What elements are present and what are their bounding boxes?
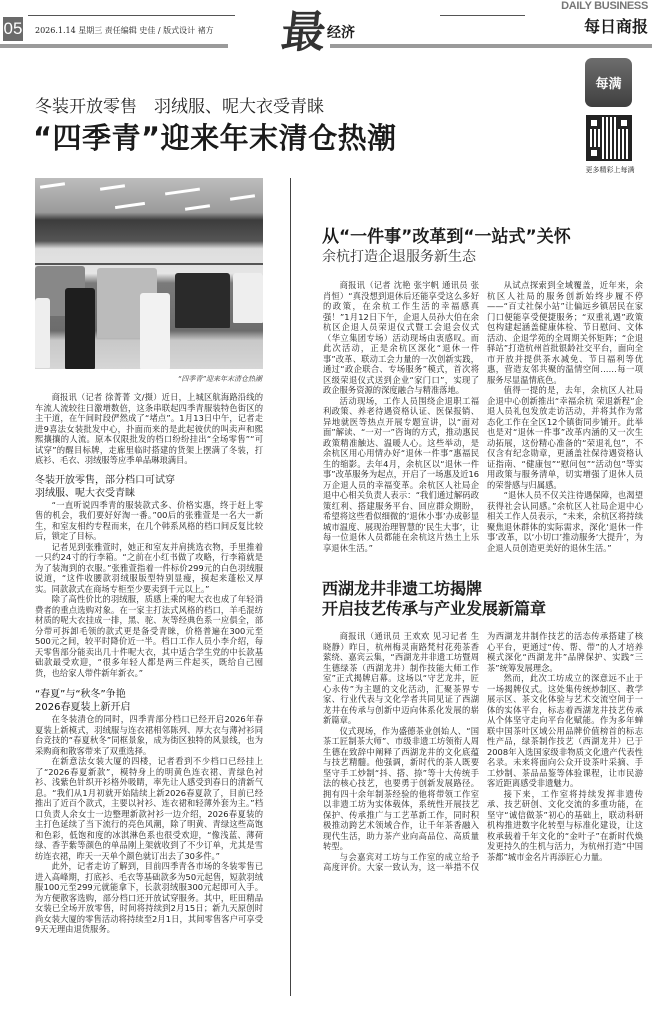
- qr-caption: 更多精彩上每满: [585, 166, 635, 174]
- paragraph: 记者见到张雅萱时，她正和室友并肩挑选衣物，手里推着一只约24寸的行李箱。“之前在小红书做了攻略，行李箱就是为了装淘到的衣服。”张雅萱指着一件标价299元的白色羽绒服说道，“这件收腰款羽绒服版型特别显瘦，摸起来蓬松又厚实。同款款式在商场专柜至少要卖到千元以上。”: [35, 541, 263, 594]
- lead-title: “四季青”迎来年末清仓热潮: [33, 121, 397, 155]
- paragraph: 仪式现场，作为盛德茶业创始人、“国茶工匠制茶大师”、市级非遗工坊领衔人周生德在致辞中阐释了西湖龙井的文化底蕴与技艺精髓。他强调，新时代的茶人既要坚守手工炒制“抖、搭、捺”等十大传统手法的核心技艺，也要勇于创新发展路径。拥有四十余年制茶经验的他将带领工作室以非遗工坊为实体载体，系统性开展技艺保护、传承推广与工艺革新工作，同时积极推动跨艺术领域合作，让千年茶香融入现代生活，助力茶产业向高品位、高质量转型。: [323, 725, 479, 851]
- app-logo[interactable]: 每满: [585, 58, 632, 107]
- header-bar: [0, 44, 228, 48]
- article-subtitle: 余杭打造企退服务新生态: [322, 249, 476, 265]
- subhead: 羽绒服、呢大衣受青睐: [35, 487, 135, 499]
- article-title: 从“一件事”改革到“一站式”关怀: [322, 227, 571, 247]
- paragraph: 此外，记者走访了解到，目前四季青各市场的冬装零售已进入高峰期，打底衫、毛衣等基础款多为50元起售，短款羽绒服100元至299元就能拿下，长款羽绒服300元起即可入手。为方便散客选购，部分档口还开放试穿服务。其中，旺田精品女装已全场开放零售，时间将持续到2月15日；新九天原创时尚女装大厦的零售活动将持续至2月1日，其间零售客户可享受9天无理由退货服务。: [35, 861, 263, 934]
- section-mark: 最: [278, 7, 329, 58]
- header-bar: [330, 44, 652, 48]
- paragraph: “退休人员不仅关注待遇保障，也渴望获得社会认同感。”余杭区人社局企退中心相关工作人员表示，“未来，余杭区将持续聚焦退休群体的实际需求，深化‘退休一件事’改革，以‘小切口’推动服务‘大提升’，为企退人员创造更美好的退休生活。”: [487, 490, 643, 553]
- paragraph: 商报讯（记者 沈艳 张宇帆 通讯员 张肖恒）“真没想到退休后还能享受这么多好的政策，在余杭工作生活的幸福感真强！”1月12日下午，企退人员孙大伯在余杭区企退人员荣退仪式暨工会退会仪式（华立集团专场）活动现场由衷感叹。而此次活动，正是余杭区深化“退休一件事”改革、联动工会力量的一次创新实践，通过“政企联合、专场服务”模式，首次将区级荣退仪式送到企业“家门口”，实现了政企服务资源的深度融合与精准落地。: [323, 280, 479, 395]
- lead-kicker: 冬装开放零售 羽绒服、呢大衣受青睐: [35, 97, 324, 117]
- store-photo: [35, 178, 263, 369]
- subhead: 2026春夏装上新开启: [35, 702, 131, 713]
- paragraph: 商报讯（通讯员 王欢欢 见习记者 生晓静）昨日，杭州梅灵南路梵村花苑茶香萦绕、嘉宾云集，“西湖龙井非遗工坊暨周生德绿茶（西湖龙井）制作技能大师工作室”正式揭牌启幕。这场以“守艺龙井，匠心永传”为主题的文化活动，汇聚茶界专家、行业代表与文化学者共同见证了西湖龙井在传承与创新中迈向体系化发展的崭新篇章。: [323, 631, 479, 725]
- brand-english: DAILY BUSINESS: [561, 0, 648, 12]
- lead-article-body: [35, 392, 263, 935]
- brand-chinese: 每日商报: [583, 17, 648, 36]
- paragraph: 活动现场，工作人员围绕企退职工福利政策、养老待遇资格认证、医保报销、异地就医等热点开展专题宣讲，以“面对面”解读、“一对一”咨询的方式，推动惠民政策精准触达、温暖人心。这些举动，是余杭区用心用情办好“退休一件事”惠福民生的缩影。去年4月，余杭区以“退休一件事”改革服务为起点，开启了一场惠及近16万企退人员的幸福变革。余杭区人社局企退中心相关负责人表示：“我们通过解码政策红利、搭建服务平台、回应群众期盼，希望将这些看似细微的‘退休小事’办成彰显城市温度、展现治理智慧的‘民生大事’，让每一位退休人员都能在余杭这片热土上乐享退休生活。”: [323, 395, 479, 553]
- paragraph: “一直听说四季青的服装款式多、价格实惠，终于赶上零售的机会，我们要好好淘一番。”00后的张雅萱是一名大一新生，和室友相约专程而来，在几个韩系风格的档口间反复比较后，锁定了目标。: [35, 499, 263, 541]
- paragraph: 商报讯（记者 徐菁菁 文/摄）近日，上城区航海路沿线的车流人流较往日激增数倍，这条串联起四季青服装特色街区的主干道，在午间时段俨然成了“堵点”。1月13日中午，记者走进9喜法女装批发中心，扑面而来的是此起彼伏的叫卖声和熙熙攘攘的人流。原本仅限批发的档口纷纷挂出“全场零售”“可试穿”的醒目标牌，走廊里临时搭建的货架上摆满了冬装，打底衫、毛衣、羽绒服等应季单品琳琅满目。: [35, 392, 263, 465]
- article-title: 西湖龙井非遗工坊揭牌: [322, 579, 483, 598]
- paragraph: 与会嘉宾对工坊与工作室的成立给予高度评价。大家一致认为，这一举措不仅为西湖龙井制作技艺的活态传承搭建了核心平台，更通过“传、帮、带”的人才培养模式深化“西湖龙井”品牌保护、实践“三茶”统筹发展理念。: [323, 631, 643, 872]
- qr-code[interactable]: [586, 115, 632, 161]
- paragraph: 然而，此次工坊成立的深意远不止于一场揭牌仪式。这处集传统炒制区、教学展示区、茶文化体验与艺术交流空间于一体的实体平台，标志着西湖龙井技艺传承从个体坚守走向平台化赋能。作为多年蝉联中国茶叶区域公用品牌价值榜首的标志性产品，绿茶制作技艺（西湖龙井）已于2008年入选国家级非物质文化遗产代表性名录。未来将面向公众开设茶叶采摘、手工炒制、茶品品鉴等体验课程，让市民游客近距离感受非遗魅力。: [487, 673, 643, 788]
- subhead: “春夏”与“秋冬”争艳: [35, 689, 126, 700]
- paragraph: 除了高性价比的羽绒服，质感上乘的呢大衣也成了年轻消费者的重点选购对象。在一家主打法式风格的档口，羊毛混纺材质的呢大衣挂成一排，黑、驼、灰等经典色系一应俱全，部分带可拆卸毛领的款式更是备受青睐，价格普遍在300元至500元之间，较平时降价近一半。档口工作人员小李介绍，每天零售部分能卖出几十件呢大衣，其中适合学生党的中长款基础款最受欢迎，“很多年轻人都是两三件起买，既给自己囤货，也给家人带件新年新衣。”: [35, 594, 263, 678]
- paragraph: 在冬装清仓的同时，四季青部分档口已经开启2026年春夏装上新模式，羽绒服与连衣裙相邻陈列、厚大衣与薄衬衫同台竞技的“春夏秋冬”同框景象，成为街区独特的风景线，也为采购商和散客带来了双重选择。: [35, 714, 263, 756]
- paragraph: 从试点探索到全域覆盖，近年来，余杭区人社局的服务创新始终步履不停——“百丈社保小站”让偏远乡镇居民在家门口便能享受便捷服务；“双重礼遇”政策包构建起涵盖健康体检、节日慰问、文体活动、企退学苑的全周期关怀矩阵；“企退驿站”打造杭州首批银龄社交平台，面向全市开放并提供茶水减免、节日福利等优惠，营造友邻共聚的温情空间……每一项服务尽显温情底色。: [487, 280, 643, 385]
- paragraph: 在新意法女装大厦的四楼，记者看到不少档口已经挂上了“2026春夏新款”，模特身上的明黄色连衣裙、青绿色衬衫、浅紫色针织开衫格外吸睛，率先让人感受到春日的清新气息。“我们从1月初就开始陆续上新2026春夏款了，目前已经推出了近百个款式，主要以衬衫、连衣裙和轻薄外套为主。”档口负责人余女士一边整理新款衬衫一边介绍，2026春夏装的主打色延续了当下流行的亮色风潮，除了明黄、青绿这些高饱和色彩，低饱和度的冰淇淋色系也很受欢迎，“像浅蓝、薄荷绿、香芋紫等颜色的单品刚上架就收到了不少订单，尤其是雪纺连衣裙，昨天一天单个颜色就订出去了30多件。”: [35, 756, 263, 861]
- header-rule: [440, 15, 525, 16]
- article-body: [323, 280, 643, 553]
- article-title: 开启技艺传承与产业发展新篇章: [322, 599, 547, 618]
- column-divider: [290, 178, 291, 996]
- paragraph: 接下来，工作室将持续发挥非遗传承、技艺研创、文化交流的多重功能，在坚守“诚信做茶”初心的基础上，联动科研机构推进数字化转型与标准化建设，让这枚承载着千年文化的“金叶子”在新时代焕发更持久的生机与活力，为杭州打造“中国茶都”城市金名片再添匠心力量。: [487, 788, 643, 862]
- article-body: [323, 631, 643, 873]
- paragraph: 值得一提的是，去年，余杭区人社局企退中心创新推出“幸福余杭 荣退新程”企退人员礼包发放走访活动，并将其作为常态化工作在全区12个镇街同步铺开。此举也是对“退休一件事”改革内涵的又一次生动拓展，这份精心准备的“荣退礼包”，不仅含有纪念勋章，更涵盖社保待遇资格认证指南、“健康包”“慰问包”“活动包”等实用政策与服务清单，切实增强了退休人员的荣誉感与归属感。: [487, 385, 643, 490]
- header-rule: [28, 15, 235, 16]
- dateline: 2026.1.14 星期三 责任编辑 史佳 / 版式设计 褚方: [35, 26, 214, 35]
- right-column: [323, 226, 643, 873]
- section-name: 经济: [327, 25, 355, 41]
- photo-caption: “四季青”迎来年末清仓热潮: [177, 375, 262, 383]
- subhead: 冬装开放零售，部分档口可试穿: [35, 474, 175, 486]
- page-number: 05: [3, 17, 23, 41]
